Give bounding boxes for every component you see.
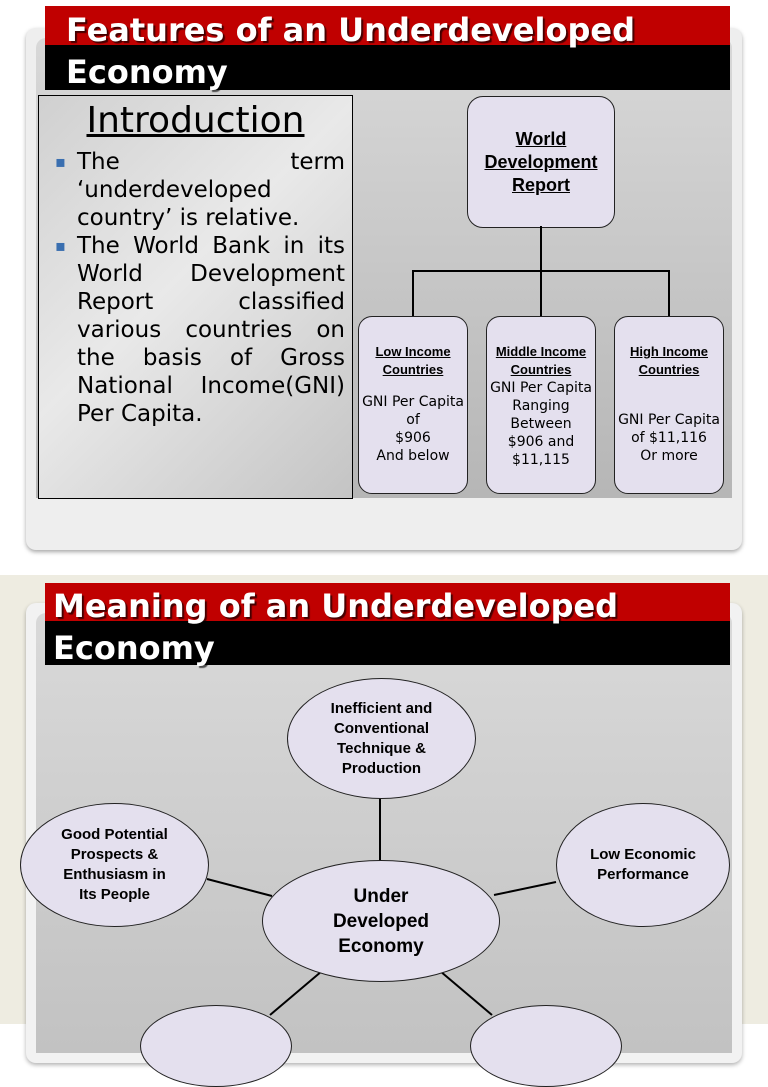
- bullet-item: [53, 232, 345, 428]
- middle-income-desc: [487, 379, 595, 469]
- desc-line: Or more: [640, 448, 698, 464]
- world-development-report-box: [467, 96, 615, 228]
- low-income-box: [358, 316, 468, 494]
- node-top: [287, 678, 476, 799]
- desc-line: Ranging: [512, 398, 570, 414]
- connector-line: [440, 971, 492, 1015]
- connector-low: [412, 270, 414, 316]
- node-bottom-left: [140, 1005, 292, 1087]
- connector-vertical: [540, 226, 542, 271]
- high-income-desc: [615, 411, 723, 465]
- desc-line: GNI Per Capita: [618, 412, 720, 428]
- bullet-text: The term ‘underdeveloped country’ is relative.: [77, 149, 345, 231]
- node-bottom-right: [470, 1005, 622, 1087]
- slide-title-line2: Economy: [53, 629, 215, 667]
- bullet-icon: ▪: [55, 236, 66, 255]
- high-income-title: High Income Countries: [629, 344, 708, 377]
- world-development-report-label: World Development Report: [484, 128, 598, 195]
- bullet-text: The World Bank in its World Development Report classified various countries on the basis of Gross National Income(GNI) Per Capita.: [77, 233, 345, 427]
- connector-middle: [540, 270, 542, 316]
- desc-line: GNI Per Capita: [490, 380, 592, 396]
- bullet-icon: ▪: [55, 152, 66, 171]
- middle-income-box: [486, 316, 596, 494]
- node-top-label: Inefficient and Conventional Technique & Production: [330, 699, 433, 777]
- node-right-label: Low Economic Performance: [590, 846, 696, 883]
- middle-income-title: Middle Income Countries: [495, 344, 587, 377]
- slide-title-line2: Economy: [66, 53, 228, 91]
- desc-line: Between: [510, 416, 572, 432]
- slide-title-line1: Meaning of an Underdeveloped: [53, 587, 619, 625]
- desc-line: of: [406, 412, 420, 428]
- desc-line: GNI Per Capita: [362, 394, 464, 410]
- connector-line: [270, 971, 322, 1015]
- low-income-desc: [359, 393, 467, 465]
- introduction-heading: Introduction: [86, 100, 305, 141]
- node-left-label: Good Potential Prospects & Enthusiasm in Its People: [61, 826, 168, 903]
- high-income-box: [614, 316, 724, 494]
- node-center-label: Under Developed Economy: [332, 885, 430, 957]
- desc-line: $906: [395, 430, 431, 446]
- node-left: [20, 803, 209, 927]
- introduction-box: [38, 95, 353, 499]
- connector-high: [668, 270, 670, 316]
- node-right: [556, 803, 730, 927]
- desc-line: And below: [376, 448, 450, 464]
- slide-meaning: [0, 575, 768, 1024]
- slide-title-line1: Features of an Underdeveloped: [66, 11, 635, 49]
- node-center: [262, 860, 500, 982]
- desc-line: of $11,116: [631, 430, 707, 446]
- connector-line: [494, 882, 556, 895]
- desc-line: $11,115: [512, 452, 570, 468]
- connector-line: [207, 879, 272, 896]
- bullet-item: [53, 148, 345, 232]
- low-income-title: Low Income Countries: [375, 344, 451, 377]
- desc-line: $906 and: [507, 434, 575, 450]
- bullet-list: [53, 148, 345, 428]
